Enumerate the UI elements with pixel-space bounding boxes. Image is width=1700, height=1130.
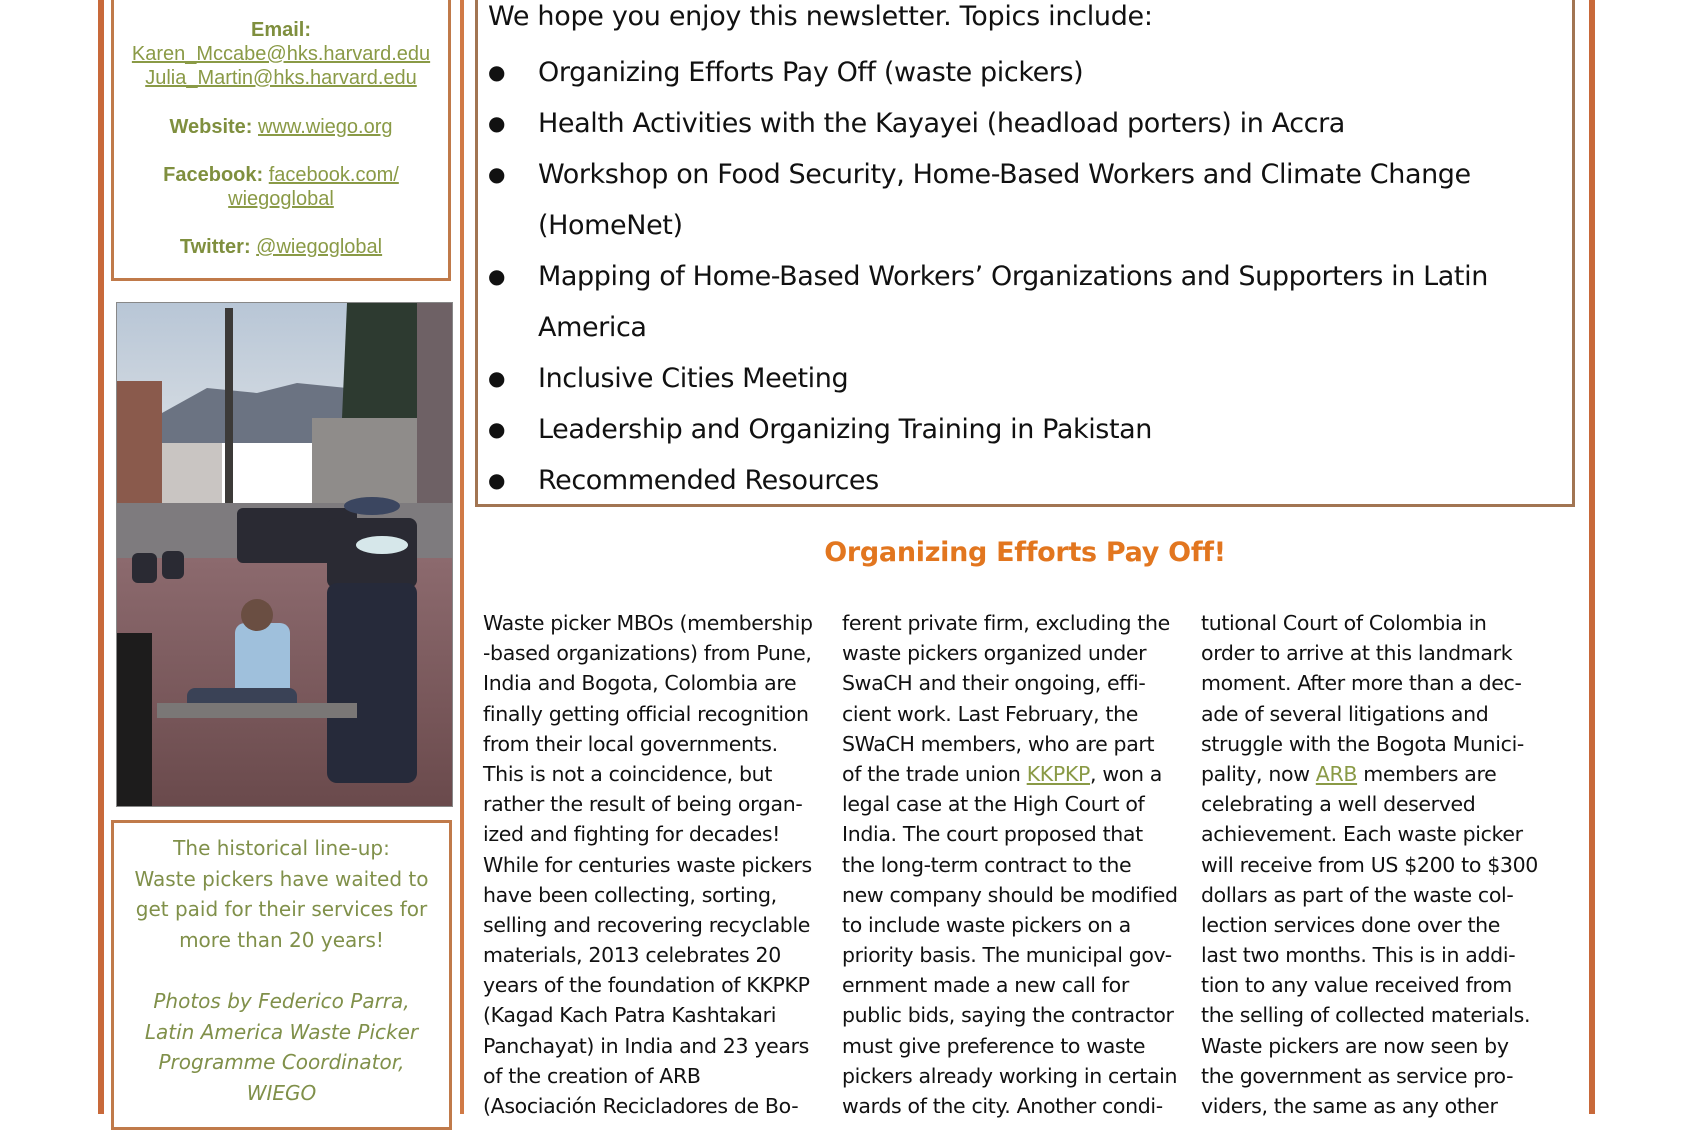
topic-text: Health Activities with the Kayayei (headload porters) in Accra	[538, 108, 1345, 139]
topic-text: Leadership and Organizing Training in Pakistan	[538, 414, 1153, 445]
article-column-3	[1201, 608, 1553, 1121]
photo-curb	[157, 703, 357, 718]
topic-text: Recommended Resources	[538, 465, 879, 496]
article-line: priority basis. The municipal gov-	[842, 943, 1172, 968]
email-link-julia[interactable]: Julia_Martin@hks.harvard.edu	[145, 67, 417, 89]
topics-intro: We hope you enjoy this newsletter. Topics include:	[488, 1, 1153, 32]
photo-man-head	[241, 599, 273, 631]
twitter-section	[114, 235, 448, 259]
article-line: new company should be modified	[842, 882, 1178, 907]
article-line: from their local governments.	[483, 731, 778, 756]
email-label: Email:	[250, 19, 312, 41]
article-line: (Asociación Recicladores de Bo-	[483, 1094, 799, 1118]
website-section	[114, 115, 448, 139]
facebook-link[interactable]: facebook.com/	[268, 164, 399, 186]
line-text: members are	[1357, 761, 1497, 786]
article-line: cient work. Last February, the	[842, 701, 1138, 726]
twitter-label: Twitter:	[179, 236, 251, 258]
bullet-icon: ●	[488, 60, 506, 84]
topics-box	[475, 0, 1575, 507]
photo-illustration	[117, 303, 452, 806]
article-line: must give preference to waste	[842, 1033, 1146, 1058]
bullet-icon: ●	[488, 264, 506, 288]
article-line: India and Bogota, Colombia are	[483, 671, 797, 696]
topic-item	[488, 149, 1548, 251]
article-line: achievement. Each waste picker	[1201, 822, 1523, 847]
credit-line: Photos by Federico Parra,	[153, 989, 410, 1013]
topic-text: America	[538, 312, 647, 343]
article-line: selling and recovering recyclable	[483, 912, 811, 937]
article-line: SwaCH and their ongoing, effi-	[842, 671, 1146, 696]
caption-line: more than 20 years!	[179, 927, 384, 952]
article-line: will receive from US $200 to $300	[1201, 852, 1538, 877]
article-line: the selling of collected materials.	[1201, 1003, 1531, 1028]
article-line: Panchayat) in India and 23 years	[483, 1033, 809, 1058]
topic-text: (HomeNet)	[538, 210, 683, 241]
article-line	[1201, 759, 1553, 789]
contact-box	[111, 0, 451, 281]
line-text: pality, now	[1201, 761, 1316, 786]
article-line: ized and fighting for decades!	[483, 822, 781, 847]
article-line: years of the foundation of KKPKP	[483, 973, 810, 998]
link-arb[interactable]: ARB	[1315, 761, 1358, 786]
photo-building-left	[117, 381, 162, 521]
bullet-icon: ●	[488, 162, 506, 186]
article-line: tutional Court of Colombia in	[1201, 611, 1487, 635]
article-line: ernment made a new call for	[842, 973, 1129, 998]
photo-umbrella-white	[356, 536, 408, 554]
facebook-section	[114, 163, 448, 211]
photo-umbrella-blue	[344, 497, 400, 515]
article-line: of the creation of ARB	[483, 1063, 701, 1088]
article-line: (Kagad Kach Patra Kashtakari	[483, 1003, 777, 1028]
email-link-karen[interactable]: Karen_Mccabe@hks.harvard.edu	[131, 43, 431, 65]
topic-item	[488, 455, 1548, 506]
article-line: rather the result of being organ-	[483, 792, 803, 817]
topic-item	[488, 47, 1548, 98]
twitter-link[interactable]: @wiegoglobal	[256, 236, 383, 258]
article-line: moment. After more than a dec-	[1201, 671, 1522, 696]
photo-caption-box	[111, 820, 452, 1130]
email-section	[114, 18, 448, 90]
article-line: materials, 2013 celebrates 20	[483, 943, 781, 968]
topic-text: Mapping of Home-Based Workers’ Organizations and Supporters in Latin	[538, 261, 1488, 292]
line-text: , won a	[1090, 761, 1162, 786]
bullet-icon: ●	[488, 111, 506, 135]
topic-text: Workshop on Food Security, Home-Based Workers and Climate Change	[538, 159, 1471, 190]
article-line: -based organizations) from Pune,	[483, 641, 812, 666]
article-line: viders, the same as any other	[1201, 1094, 1498, 1118]
article-line: the government as service pro-	[1201, 1063, 1514, 1088]
article-line: While for centuries waste pickers	[483, 852, 812, 877]
bullet-icon: ●	[488, 366, 506, 390]
article-line: SWaCH members, who are part	[842, 731, 1155, 756]
article-line: have been collecting, sorting,	[483, 882, 777, 907]
article-line: This is not a coincidence, but	[483, 761, 773, 786]
article-line: struggle with the Bogota Munici-	[1201, 731, 1524, 756]
topics-list	[488, 47, 1548, 506]
article-column-1	[483, 608, 835, 1121]
article-line: the long-term contract to the	[842, 852, 1132, 877]
topic-text: Inclusive Cities Meeting	[538, 363, 849, 394]
topic-item	[488, 353, 1548, 404]
article-line: India. The court proposed that	[842, 822, 1143, 847]
topic-item	[488, 251, 1548, 353]
page-border-right	[1589, 0, 1595, 1114]
photo-tree	[342, 303, 417, 418]
article-line: lection services done over the	[1201, 912, 1501, 937]
article-line: wards of the city. Another condi-	[842, 1094, 1163, 1118]
article-line: ade of several litigations and	[1201, 701, 1489, 726]
facebook-label: Facebook:	[163, 164, 264, 186]
article-line: ferent private firm, excluding the	[842, 611, 1170, 635]
article-line: dollars as part of the waste col-	[1201, 882, 1514, 907]
article-column-2	[842, 608, 1194, 1121]
bullet-icon: ●	[488, 468, 506, 492]
article-line: order to arrive at this landmark	[1201, 641, 1513, 666]
photo-credit	[114, 986, 449, 1108]
topic-text: Organizing Efforts Pay Off (waste pickers)	[538, 57, 1084, 88]
article-line: public bids, saying the contractor	[842, 1003, 1174, 1028]
photo-man-shirt	[235, 623, 290, 698]
caption-line: get paid for their services for	[135, 897, 428, 921]
website-label: Website:	[169, 116, 253, 138]
article-line: Waste picker MBOs (membership	[483, 611, 813, 635]
link-kkpkp[interactable]: KKPKP	[1026, 761, 1090, 786]
facebook-link-cont[interactable]: wiegoglobal	[228, 188, 334, 210]
credit-line: WIEGO	[246, 1080, 317, 1105]
article-line	[842, 759, 1194, 789]
article-line: tion to any value received from	[1201, 973, 1512, 998]
article-line: last two months. This is in addi-	[1201, 943, 1516, 968]
photo-house	[162, 443, 222, 503]
topic-item	[488, 98, 1548, 149]
page-border-left	[98, 0, 104, 1114]
article-line: Waste pickers are now seen by	[1201, 1033, 1509, 1058]
article-title: Organizing Efforts Pay Off!	[824, 537, 1226, 568]
credit-line: Programme Coordinator,	[158, 1050, 405, 1074]
article-line: waste pickers organized under	[842, 641, 1147, 666]
website-link[interactable]: www.wiego.org	[258, 116, 393, 138]
article-line: to include waste pickers on a	[842, 912, 1131, 937]
photo-person-left	[117, 633, 152, 806]
bullet-icon: ●	[488, 417, 506, 441]
article-line: finally getting official recognition	[483, 701, 809, 726]
photo-caption	[114, 833, 449, 955]
topic-item	[488, 404, 1548, 455]
credit-line: Latin America Waste Picker	[144, 1019, 419, 1044]
article-line: legal case at the High Court of	[842, 792, 1145, 817]
sidebar-divider	[460, 0, 464, 1114]
article-line: pickers already working in certain	[842, 1063, 1178, 1088]
waste-pickers-photo	[116, 302, 453, 807]
caption-line: The historical line-up:	[173, 836, 390, 860]
article-line: celebrating a well deserved	[1201, 792, 1476, 817]
line-text: of the trade union	[842, 761, 1027, 786]
caption-line: Waste pickers have waited to	[134, 866, 429, 891]
